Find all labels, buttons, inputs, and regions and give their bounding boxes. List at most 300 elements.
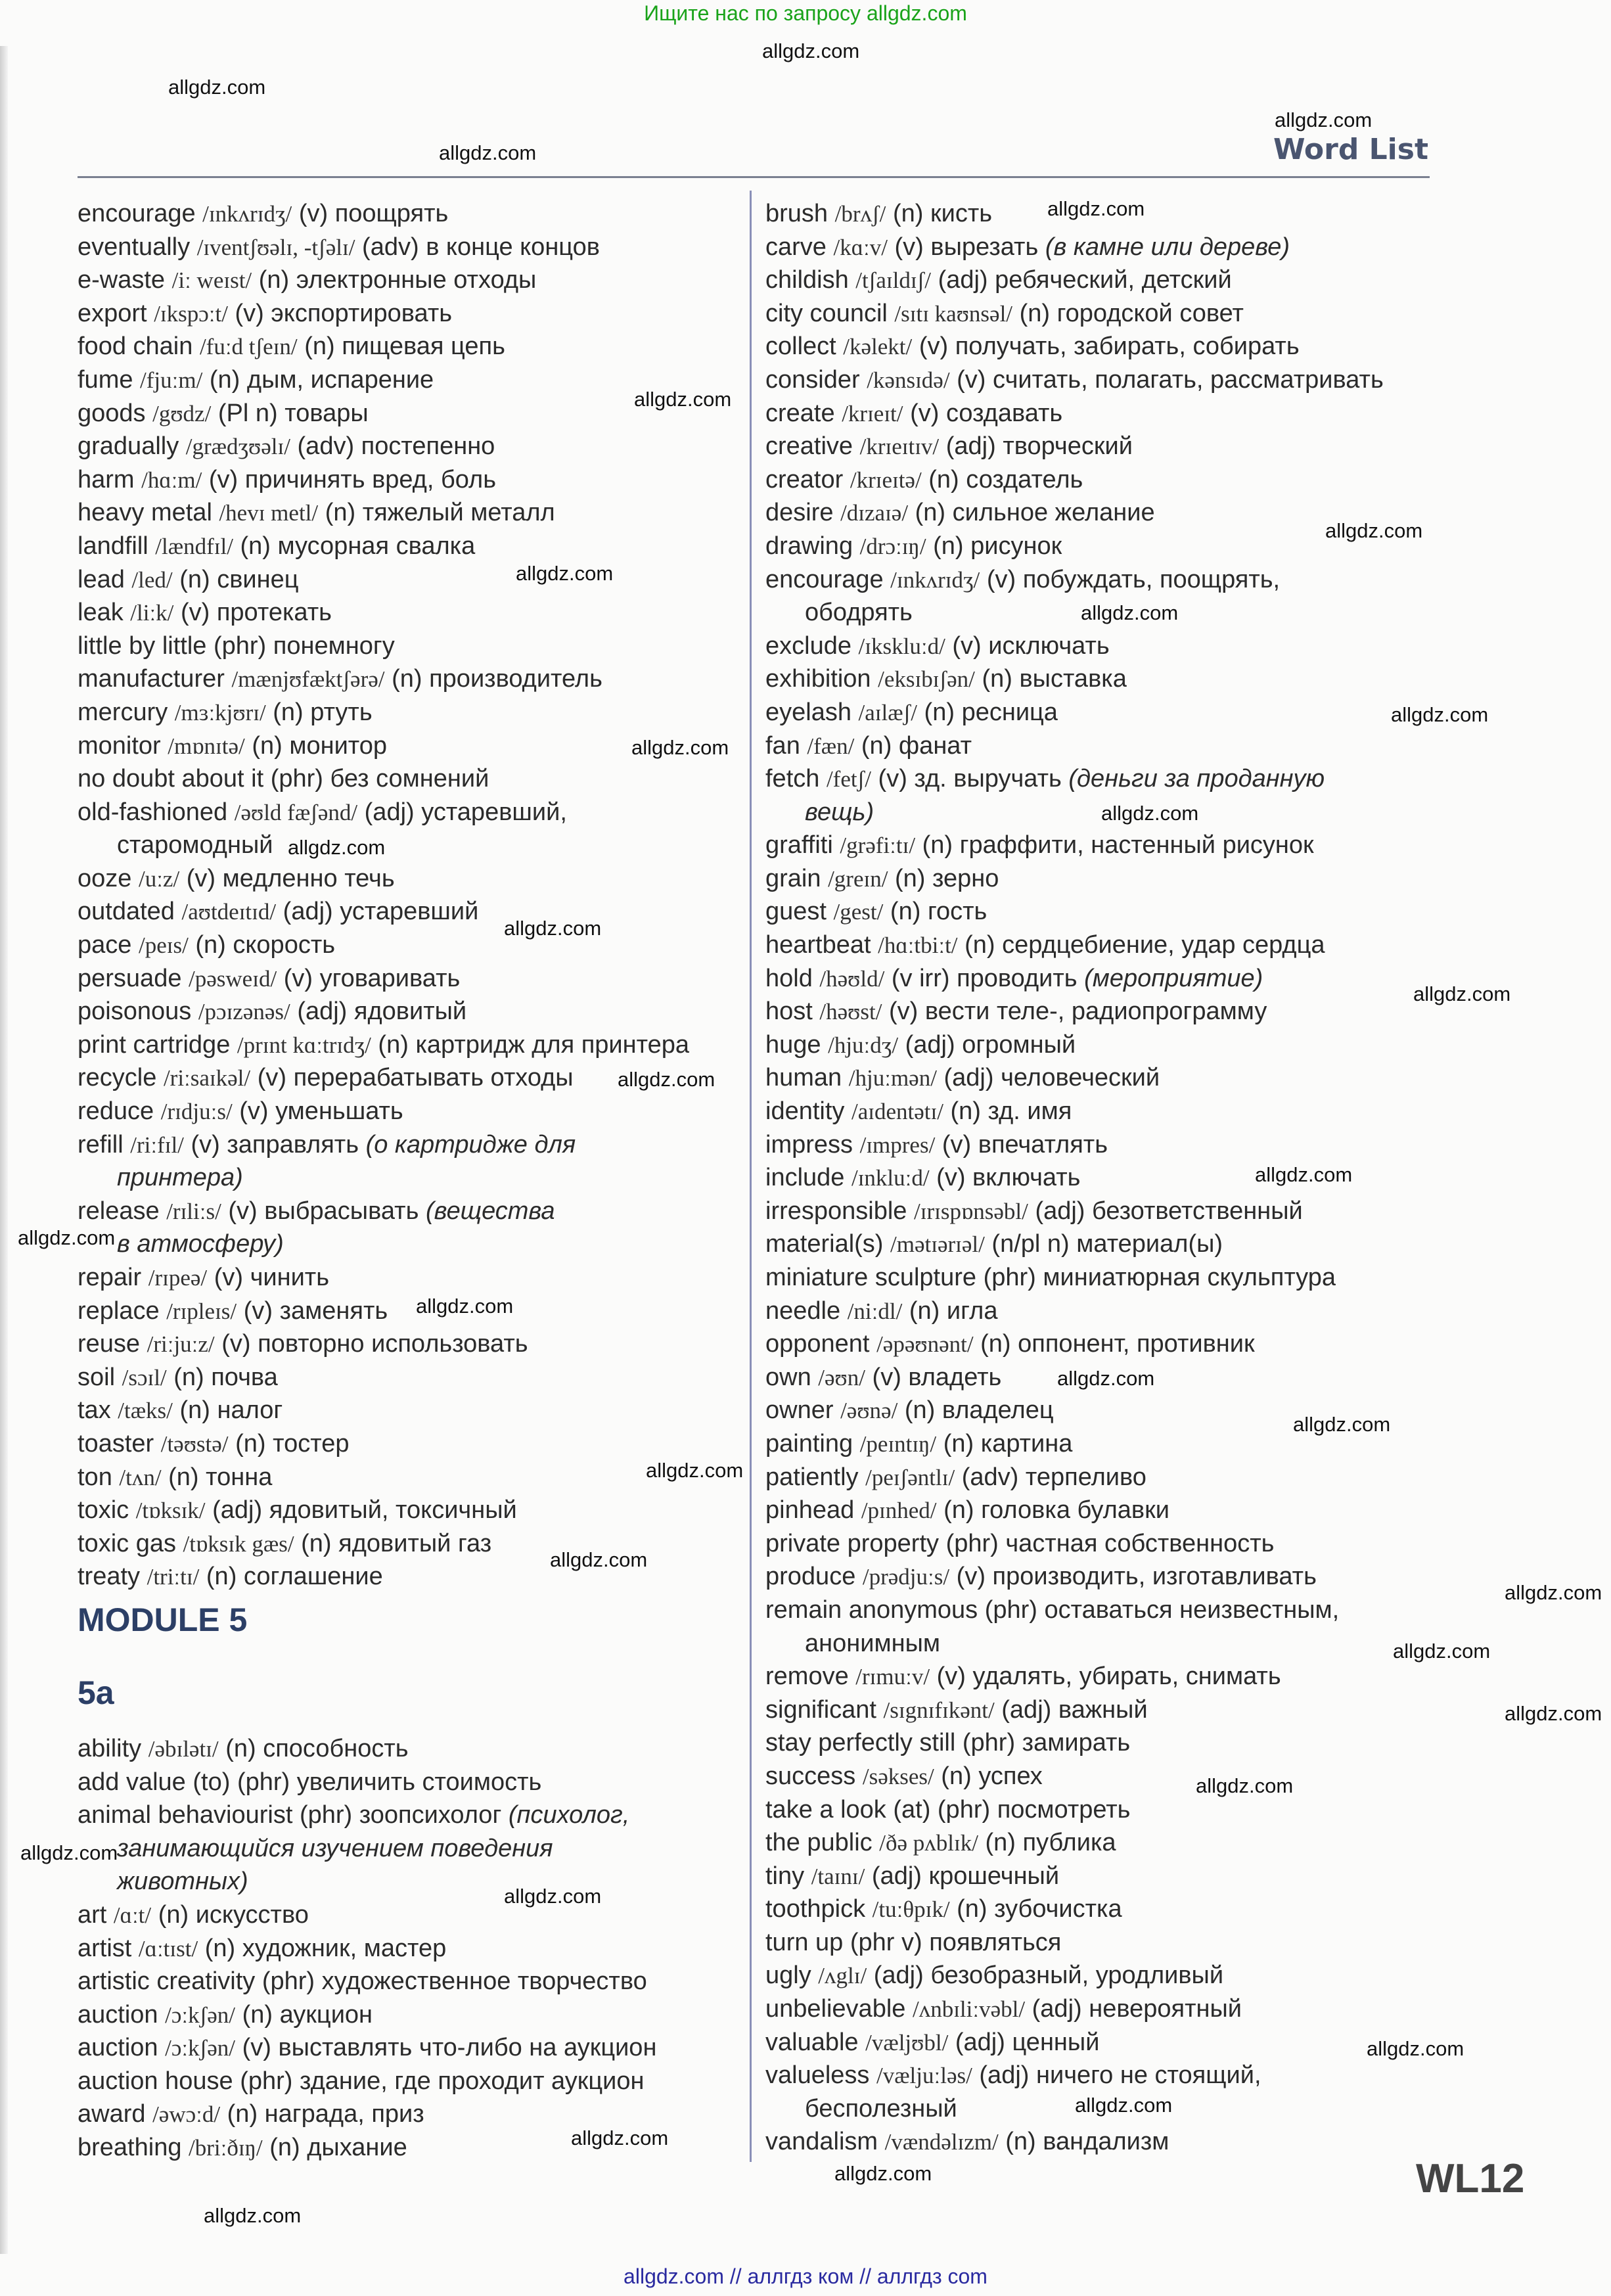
translation: публика	[1022, 1829, 1116, 1857]
word-entry	[765, 696, 1422, 729]
translation: чинить	[250, 1264, 330, 1291]
word-entry	[765, 430, 1422, 463]
part-of-speech: (n)	[269, 2134, 300, 2162]
entry-line	[765, 1992, 1242, 2027]
part-of-speech: (phr)	[984, 1596, 1037, 1624]
translation: причинять вред, боль	[244, 465, 497, 494]
headword: heavy metal	[78, 499, 212, 527]
translation: включать	[972, 1164, 1081, 1192]
entry-line	[765, 430, 1133, 464]
part-of-speech: (n)	[941, 1762, 972, 1790]
translation: зд. имя	[987, 1097, 1072, 1126]
headword: treaty	[78, 1563, 141, 1591]
page-title: Word List	[1273, 133, 1428, 166]
transcription: /ɪkskluːd/	[858, 633, 945, 659]
word-entry	[765, 962, 1422, 996]
word-entry	[765, 297, 1422, 331]
part-of-speech: (n)	[304, 333, 335, 361]
transcription: /mɜːkjʊrɪ/	[174, 699, 266, 725]
headword: remove	[765, 1663, 849, 1691]
entry-line	[78, 1061, 574, 1095]
transcription: /prədjuːs/	[862, 1564, 950, 1590]
part-of-speech: (n)	[1005, 2128, 1036, 2156]
translation: ядовитый газ	[338, 1529, 492, 1557]
headword: heartbeat	[765, 931, 871, 959]
word-entry	[765, 1327, 1422, 1361]
translation: оппонент, противник	[1018, 1330, 1255, 1358]
transcription: /fjuːm/	[140, 367, 203, 393]
part-of-speech: (n)	[158, 1900, 189, 1929]
word-list-left-column	[78, 197, 744, 2165]
entry-continuation	[78, 1228, 741, 1261]
entry-line	[78, 1732, 409, 1766]
entry-line	[78, 2131, 407, 2165]
part-of-speech: (adj)	[1032, 1995, 1082, 2023]
word-entry	[765, 1494, 1422, 1527]
usage-note: животных)	[117, 1868, 248, 1896]
watermark-text: allgdz.com	[1505, 1702, 1602, 1725]
translation: безобразный, уродливый	[930, 1962, 1224, 1990]
translation: головка булавки	[981, 1496, 1169, 1525]
transcription: /hɑːm/	[141, 467, 202, 493]
headword: turn up	[765, 1928, 844, 1956]
part-of-speech: (v)	[257, 1064, 287, 1092]
headword: hold	[765, 964, 813, 992]
transcription: /lændfɪl/	[155, 533, 233, 559]
watermark-text: allgdz.com	[631, 736, 729, 759]
word-entry	[765, 829, 1422, 862]
part-of-speech: (n)	[980, 1330, 1011, 1358]
part-of-speech: (adj)	[905, 1030, 955, 1059]
translation: постепенно	[361, 432, 495, 461]
headword: no doubt about it	[78, 765, 264, 793]
column-divider	[750, 191, 752, 2162]
word-entry	[78, 1128, 741, 1162]
translation: уговаривать	[319, 964, 461, 992]
headword: artist	[78, 1934, 132, 1962]
transcription: /sɪtɪ kaʊnsəl/	[894, 300, 1013, 327]
watermark-text: allgdz.com	[1255, 1163, 1353, 1186]
word-entry	[765, 1959, 1422, 1992]
part-of-speech: (adj)	[1001, 1695, 1052, 1724]
headword: refill	[78, 1130, 124, 1159]
entry-line	[78, 1932, 446, 1966]
translation: впечатлять	[978, 1130, 1108, 1159]
entry-line	[765, 1295, 997, 1329]
transcription: /niːdl/	[847, 1298, 903, 1324]
entry-line	[78, 1394, 283, 1428]
entry-line	[78, 729, 387, 764]
part-of-speech: (n)	[225, 1734, 256, 1762]
part-of-speech: (v)	[180, 599, 210, 627]
word-entry	[765, 1726, 1422, 1760]
translation: крошечный	[928, 1862, 1060, 1890]
translation: создатель	[966, 465, 1083, 494]
word-entry	[765, 895, 1422, 929]
transcription: /hjuːmən/	[848, 1065, 937, 1091]
part-of-speech: (phr)	[962, 1729, 1016, 1757]
part-of-speech: (phr)	[240, 2067, 293, 2095]
part-of-speech: (n)	[943, 1496, 974, 1525]
entry-line	[765, 729, 972, 764]
entry-line	[78, 1998, 373, 2032]
headword: animal behaviourist	[78, 1801, 293, 1829]
watermark-text: allgdz.com	[168, 76, 266, 99]
part-of-speech: (n)	[985, 1829, 1016, 1857]
translation: владелец	[942, 1396, 1054, 1425]
translation: человеческий	[1001, 1064, 1160, 1092]
entry-line	[78, 430, 495, 464]
word-entry	[78, 2065, 741, 2098]
translation: выставка	[1019, 665, 1127, 693]
part-of-speech: (n)	[964, 931, 995, 959]
transcription: /grəfiːtɪ/	[840, 833, 916, 859]
word-entry	[765, 1028, 1422, 1062]
word-entry	[765, 2125, 1422, 2159]
translation: заменять	[279, 1297, 388, 1325]
translation: терпеливо	[1025, 1463, 1146, 1491]
headword: needle	[765, 1297, 841, 1325]
translation: оставаться неизвестным,	[1044, 1596, 1340, 1624]
part-of-speech: (adj)	[1035, 1197, 1085, 1225]
entry-line	[78, 563, 299, 597]
transcription: /səkses/	[862, 1763, 934, 1789]
transcription: /mɒnɪtə/	[168, 733, 245, 759]
usage-note: (психолог,	[508, 1801, 630, 1829]
headword: ton	[78, 1463, 112, 1491]
word-entry	[78, 496, 741, 530]
part-of-speech: (n)	[235, 1429, 266, 1458]
headword: reduce	[78, 1097, 154, 1126]
transcription: /fuːd tʃeɪn/	[199, 334, 298, 360]
entry-line	[78, 862, 395, 896]
headword: impress	[765, 1130, 853, 1159]
part-of-speech: (adv)	[362, 233, 419, 261]
headword: toothpick	[765, 1895, 866, 1923]
transcription: /təʊstə/	[160, 1431, 229, 1457]
transcription: /ɪrɪspɒnsəbl/	[914, 1198, 1028, 1224]
word-entry	[78, 1898, 741, 1932]
transcription: /həʊld/	[819, 965, 885, 992]
part-of-speech: (n)	[195, 931, 226, 959]
entry-line	[765, 563, 1280, 597]
headword: auction house	[78, 2067, 233, 2095]
translation: владеть	[908, 1363, 1002, 1391]
watermark-text: allgdz.com	[1393, 1640, 1491, 1663]
headword: poisonous	[78, 998, 192, 1026]
translation: скорость	[233, 931, 336, 959]
entry-line	[765, 2026, 1099, 2060]
translation: побуждать, поощрять,	[1022, 565, 1281, 593]
translation: экспортировать	[271, 299, 453, 327]
word-entry	[78, 530, 741, 563]
translation: поощрять	[334, 200, 449, 227]
word-entry	[78, 1427, 741, 1461]
entry-line	[78, 530, 475, 564]
entry-line	[765, 197, 992, 231]
part-of-speech: (adj)	[955, 2028, 1005, 2056]
transcription: /ɪnkʌrɪdʒ/	[890, 566, 980, 593]
headword: irresponsible	[765, 1197, 907, 1225]
word-entry	[765, 662, 1422, 696]
part-of-speech: (v)	[214, 1264, 243, 1291]
entry-line	[765, 1061, 1160, 1095]
transcription: /fetʃ/	[826, 766, 871, 792]
part-of-speech: (v)	[957, 365, 986, 394]
headword: add value (to)	[78, 1768, 231, 1796]
watermark-text: allgdz.com	[1057, 1367, 1155, 1390]
headword: patiently	[765, 1463, 859, 1491]
headword: grain	[765, 864, 821, 892]
word-entry	[78, 297, 741, 331]
part-of-speech: (n)	[915, 499, 946, 527]
entry-line	[78, 2065, 644, 2098]
entry-line	[765, 1494, 1169, 1528]
entry-line	[78, 2031, 656, 2065]
headword: exclude	[765, 631, 851, 660]
entry-line	[765, 297, 1244, 331]
word-entry	[765, 995, 1422, 1028]
part-of-speech: (adj)	[979, 2061, 1030, 2090]
entry-line	[78, 1128, 576, 1162]
headword: drawing	[765, 532, 853, 560]
part-of-speech: (n)	[904, 1396, 936, 1425]
part-of-speech: (v)	[221, 1330, 251, 1358]
entry-line	[765, 1427, 1072, 1461]
usage-note: (вещества	[425, 1197, 555, 1225]
watermark-text: allgdz.com	[571, 2126, 669, 2149]
word-entry	[78, 1095, 741, 1128]
word-entry	[765, 1793, 1422, 1827]
word-entry	[78, 1766, 741, 1799]
headword: e-waste	[78, 266, 166, 294]
part-of-speech: (phr)	[261, 1967, 315, 1996]
header-rule	[78, 176, 1430, 178]
transcription: /tuːθpɪk/	[872, 1896, 950, 1923]
entry-line	[78, 895, 478, 929]
transcription: /ðə pʌblɪk/	[879, 1830, 978, 1856]
part-of-speech: (v)	[191, 1130, 220, 1159]
word-entry	[765, 1195, 1422, 1228]
transcription: /aʊtdeɪtɪd/	[181, 899, 277, 925]
transcription: /krɪeɪtə/	[850, 467, 922, 493]
word-entry	[765, 496, 1422, 530]
entry-line	[805, 1627, 940, 1661]
entry-line	[765, 1327, 1255, 1362]
word-entry	[765, 1826, 1422, 1860]
entry-line	[78, 496, 555, 530]
part-of-speech: (n)	[179, 1396, 210, 1425]
watermark-text: allgdz.com	[834, 2162, 932, 2185]
watermark-text: allgdz.com	[646, 1459, 744, 1482]
word-entry	[78, 796, 741, 829]
transcription: /sɪgnɪfɪkənt/	[883, 1697, 995, 1723]
translation: устаревший	[340, 898, 479, 926]
part-of-speech: (phr)	[299, 1801, 353, 1829]
headword: remain anonymous	[765, 1596, 978, 1624]
translation: вандализм	[1043, 2128, 1169, 2156]
headword: encourage	[78, 200, 196, 227]
word-entry	[765, 729, 1422, 763]
word-entry	[78, 995, 741, 1028]
entry-line	[78, 995, 466, 1029]
word-entry	[78, 929, 741, 962]
word-entry	[765, 630, 1422, 663]
part-of-speech: (n)	[943, 1429, 974, 1458]
entry-line	[78, 231, 600, 265]
word-entry	[78, 1394, 741, 1427]
part-of-speech: (n)	[227, 2100, 258, 2128]
translation: успех	[978, 1762, 1043, 1790]
part-of-speech: (n)	[325, 499, 356, 527]
headword: export	[78, 299, 147, 327]
part-of-speech: (n)	[173, 1363, 204, 1391]
translation: важный	[1058, 1695, 1148, 1724]
part-of-speech: (adv)	[297, 432, 355, 461]
translation: создавать	[945, 399, 1063, 427]
word-entry	[765, 2026, 1422, 2059]
entry-line	[117, 1228, 284, 1261]
headword: landfill	[78, 532, 148, 560]
word-entry	[78, 1028, 741, 1062]
translation: рисунок	[970, 532, 1062, 560]
part-of-speech: (v)	[235, 299, 264, 327]
transcription: /ɪnkluːd/	[851, 1165, 930, 1191]
transcription: /əʊnə/	[840, 1398, 898, 1424]
translation: зоопсихолог	[359, 1801, 502, 1829]
part-of-speech: (v)	[186, 864, 216, 892]
headword: graffiti	[765, 831, 833, 860]
site-footer-links[interactable]: allgdz.com // аллгдз ком // аллгдз com	[624, 2264, 987, 2288]
entry-line	[765, 1261, 1336, 1295]
part-of-speech: (adj)	[945, 432, 996, 461]
part-of-speech: (adj)	[212, 1496, 263, 1525]
transcription: /rɪliːs/	[166, 1198, 221, 1224]
transcription: /həʊst/	[819, 999, 882, 1025]
entry-continuation	[78, 829, 741, 862]
word-entry	[765, 463, 1422, 497]
word-entry	[765, 1228, 1422, 1261]
translation: ценный	[1012, 2028, 1100, 2056]
word-entry	[765, 397, 1422, 430]
translation: производитель	[429, 665, 602, 693]
part-of-speech: (v)	[894, 233, 924, 261]
transcription: /pɪnhed/	[861, 1498, 937, 1524]
transcription: /sɔɪl/	[122, 1364, 167, 1390]
entry-line	[765, 829, 1314, 863]
transcription: /hɑːtbiːt/	[878, 932, 958, 959]
headword: reuse	[78, 1330, 141, 1358]
watermark-text: allgdz.com	[618, 1068, 715, 1091]
word-entry	[78, 563, 741, 597]
word-entry	[765, 1295, 1422, 1328]
transcription: /ɔːkʃən/	[165, 2035, 236, 2061]
word-entry	[78, 1932, 741, 1965]
word-entry	[78, 1195, 741, 1228]
headword: carve	[765, 233, 827, 261]
translation: ртуть	[310, 698, 373, 726]
word-entry	[78, 463, 741, 497]
transcription: /ɪnkʌrɪdʒ/	[202, 201, 292, 227]
translation: дым, испарение	[246, 365, 434, 394]
entry-line	[78, 696, 373, 730]
translation: ядовитый, токсичный	[269, 1496, 517, 1525]
entry-line	[78, 1361, 278, 1395]
transcription: /krɪeɪtɪv/	[859, 434, 940, 460]
headword: identity	[765, 1097, 845, 1126]
part-of-speech: (n)	[301, 1529, 332, 1557]
part-of-speech: (v)	[208, 465, 238, 494]
entry-line	[765, 1195, 1303, 1229]
headword: fan	[765, 731, 800, 760]
part-of-speech: (adj)	[283, 898, 333, 926]
translation: ресница	[961, 698, 1058, 726]
entry-line	[765, 1394, 1054, 1428]
part-of-speech: (n/pl n)	[991, 1230, 1070, 1258]
entry-line	[78, 1295, 388, 1329]
translation: получать, забирать, собирать	[955, 333, 1300, 361]
watermark-text: allgdz.com	[1047, 197, 1145, 220]
transcription: /tɒksɪk gæs/	[183, 1530, 294, 1557]
headword: guest	[765, 898, 827, 926]
entry-line	[765, 1826, 1116, 1860]
headword: unbelievable	[765, 1995, 906, 2023]
translation: художественное творчество	[321, 1967, 647, 1996]
transcription: /gʊdz/	[152, 400, 212, 426]
transcription: /kɑːv/	[833, 234, 888, 260]
translation: заправлять	[227, 1130, 359, 1159]
part-of-speech: (n)	[240, 532, 271, 560]
headword: toxic gas	[78, 1529, 176, 1557]
translation: невероятный	[1089, 1995, 1242, 2023]
entry-line	[78, 397, 369, 431]
part-of-speech: (v)	[942, 1130, 972, 1159]
entry-line	[78, 1195, 555, 1229]
part-of-speech: (n)	[242, 2000, 273, 2029]
transcription: /ʌglɪ/	[818, 1963, 867, 1989]
watermark-text: allgdz.com	[1101, 802, 1199, 825]
entry-continuation	[765, 1627, 1422, 1661]
part-of-speech: (n)	[933, 532, 964, 560]
part-of-speech: (phr)	[270, 765, 323, 793]
watermark-text: allgdz.com	[1367, 2037, 1464, 2060]
transcription: /tɒksɪk/	[135, 1498, 206, 1524]
headword: old-fashioned	[78, 798, 228, 826]
page-number: WL12	[1416, 2156, 1525, 2201]
transcription: /riːfɪl/	[130, 1132, 184, 1158]
entry-line	[765, 862, 999, 896]
headword: miniature sculpture	[765, 1264, 977, 1291]
part-of-speech: (v)	[283, 964, 313, 992]
transcription: /uːz/	[138, 865, 180, 892]
translation: зд. выручать	[914, 765, 1062, 793]
headword: create	[765, 399, 835, 427]
part-of-speech: (n)	[252, 731, 283, 760]
transcription: /kənsɪdə/	[867, 367, 950, 393]
transcription: /greɪn/	[828, 865, 888, 892]
entry-line	[78, 1261, 329, 1295]
section-heading: 5a	[78, 1674, 114, 1711]
site-banner[interactable]: Ищите нас по запросу allgdz.com	[644, 1, 967, 25]
transcription: /pɔɪzənəs/	[198, 999, 290, 1025]
word-entry	[78, 762, 741, 796]
entry-line	[805, 2092, 957, 2126]
word-entry	[765, 264, 1422, 297]
transcription: /rɪpeə/	[148, 1265, 208, 1291]
part-of-speech: (v)	[242, 2034, 271, 2062]
transcription: /əʊn/	[818, 1364, 865, 1390]
headword: success	[765, 1762, 856, 1790]
